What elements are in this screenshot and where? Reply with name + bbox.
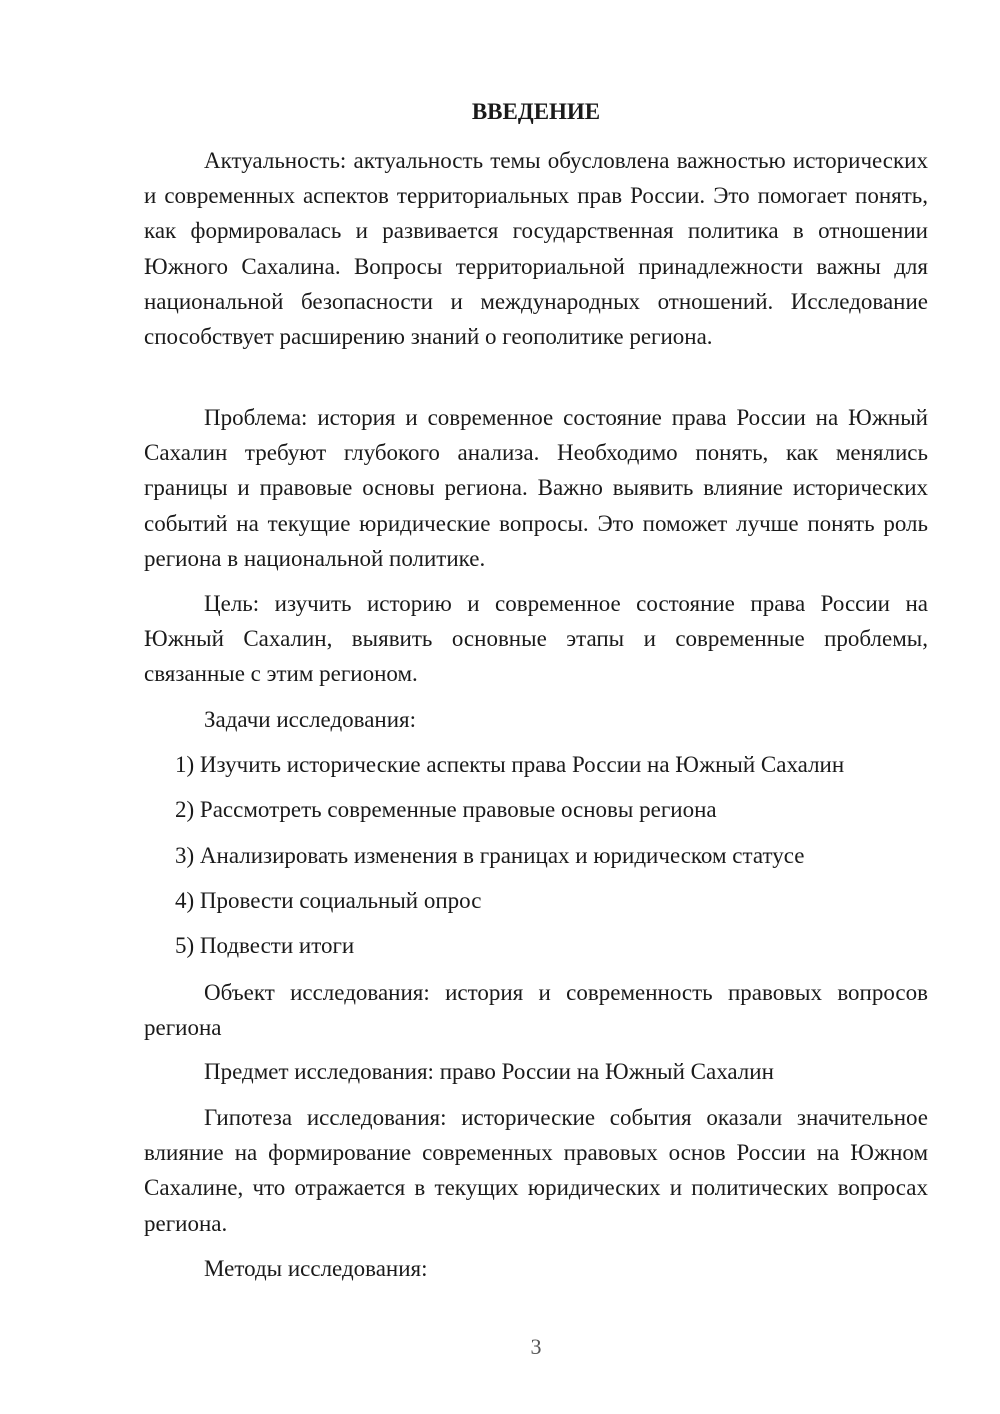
goal-paragraph: Цель: изучить историю и современное состояние права России на Южный Сахалин, выявить основные этапы и современные проблемы, связанные с этим регионом. — [144, 591, 928, 687]
problem-paragraph: Проблема: история и современное состояние права России на Южный Сахалин требуют глубокого анализа. Необходимо понять, как менялись границы и правовые основы региона. Важно выявить влияние исторических событий на текущие юридические вопросы. Это поможет лучше понять роль региона в национальной политике. — [144, 405, 928, 571]
tasks-heading: Задачи исследования: — [204, 707, 417, 732]
relevance-paragraph: Актуальность: актуальность темы обусловлена важностью исторических и современных аспектов территориальных прав России. Это помогает понять, как формировалась и развивается государственная политика в отношении Южного Сахалина. Вопросы территориальной принадлежности важны для национальной безопасности и международных отношений. Исследование способствует расширению знаний о геополитике региона. — [144, 148, 928, 350]
task-item-4: 4) Провести социальный опрос — [175, 888, 482, 913]
object-paragraph: Объект исследования: история и современность правовых вопросов региона — [144, 980, 928, 1041]
methods-heading: Методы исследования: — [204, 1256, 428, 1281]
task-item-3: 3) Анализировать изменения в границах и юридическом статусе — [175, 843, 805, 868]
page-number: 3 — [530, 1334, 542, 1359]
hypothesis-paragraph: Гипотеза исследования: исторические события оказали значительное влияние на формирование современных правовых основ России на Южном Сахалине, что отражается в текущих юридических и политических вопросах региона. — [144, 1105, 928, 1236]
task-item-2: 2) Рассмотреть современные правовые основы региона — [175, 797, 717, 822]
page-title: ВВЕДЕНИЕ — [471, 99, 601, 124]
task-item-1: 1) Изучить исторические аспекты права России на Южный Сахалин — [175, 752, 845, 777]
subject-paragraph: Предмет исследования: право России на Южный Сахалин — [204, 1059, 774, 1084]
task-item-5: 5) Подвести итоги — [175, 933, 355, 958]
